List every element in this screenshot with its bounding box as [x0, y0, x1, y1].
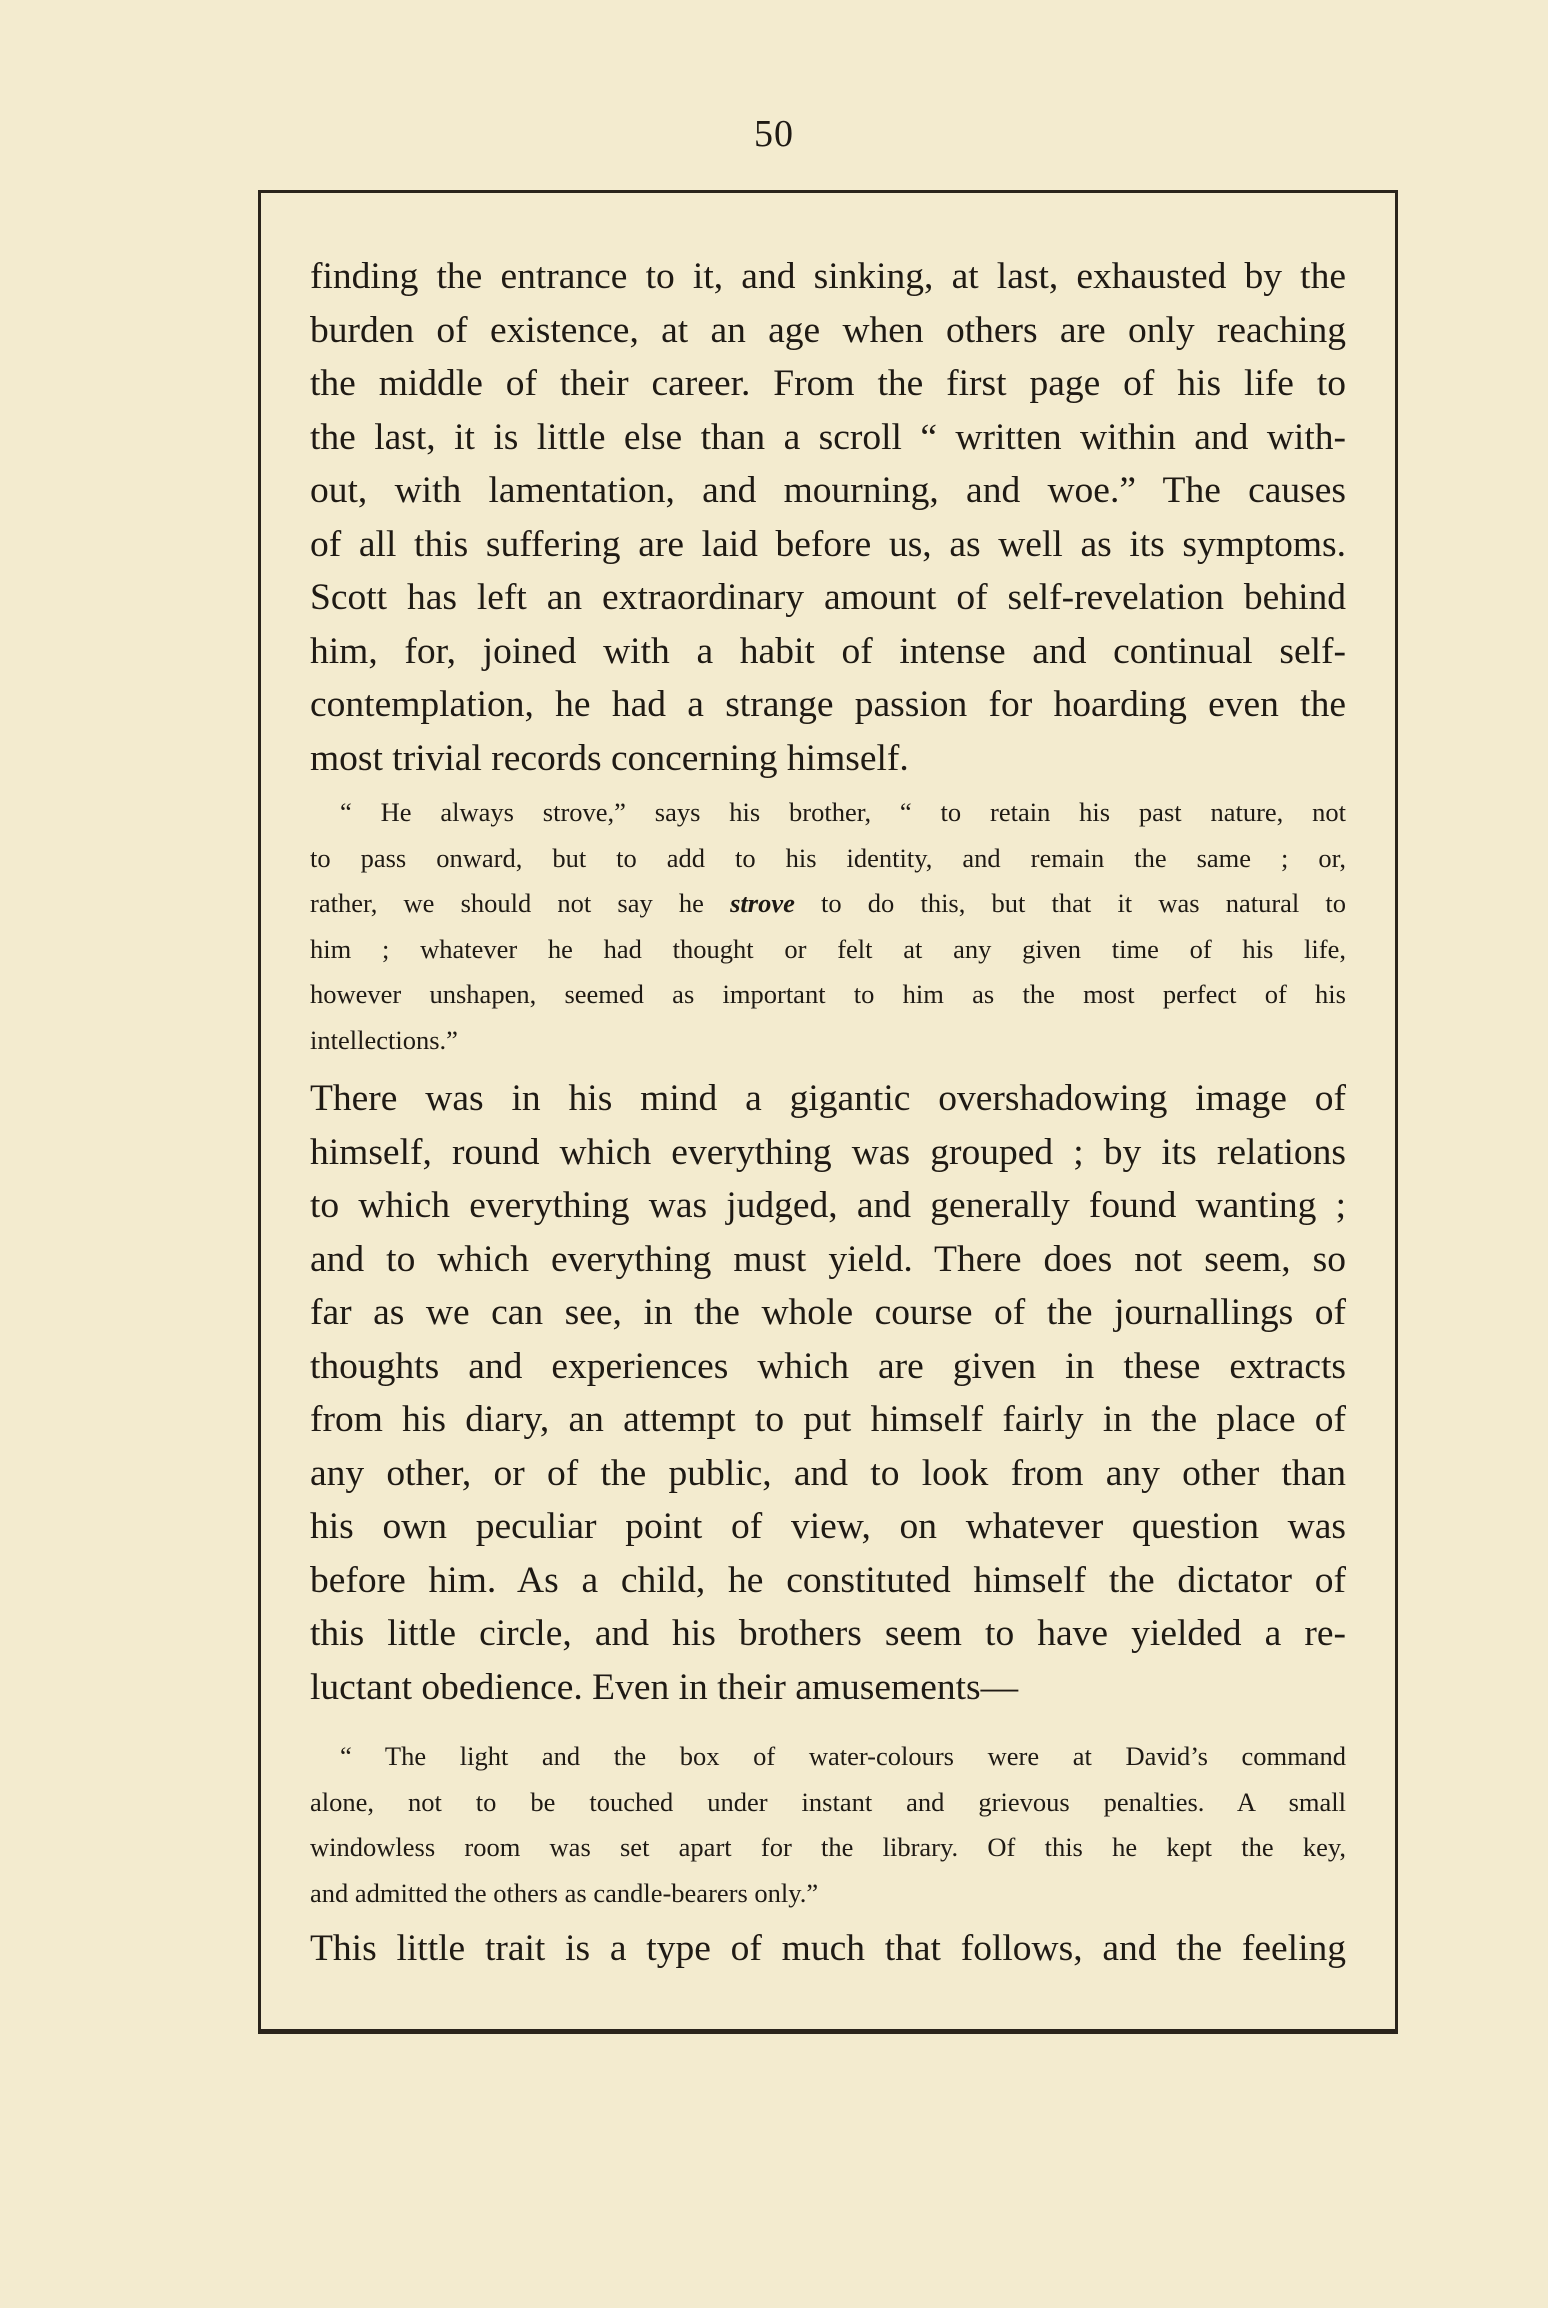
quote-line: alone, not to be touched under instant and grievous penalties. A small — [310, 1786, 1346, 1817]
block-quote-1 — [310, 790, 1346, 1063]
text-line: thoughts and experiences which are given in these extracts — [310, 1345, 1346, 1387]
quote-line: “ The light and the box of water-colours were at David’s command — [340, 1741, 1346, 1771]
text-line: any other, or of the public, and to look from any other than — [310, 1452, 1346, 1494]
text-line: himself, round which everything was grouped ; by its relations — [310, 1131, 1346, 1173]
quote-line: to pass onward, but to add to his identity, and remain the same ; or, — [310, 842, 1346, 873]
quote-text: to do this, but that it was natural to — [821, 888, 1347, 918]
text-line: to which everything was judged, and generally found wanting ; — [310, 1185, 1346, 1226]
quote-line: intellections.” — [310, 1024, 458, 1055]
text-line: this little circle, and his brothers seem to have yielded a re- — [310, 1613, 1346, 1654]
text-line: the middle of their career. From the first page of his life to — [310, 363, 1346, 404]
text-line: out, with lamentation, and mourning, and woe.” The causes — [310, 470, 1346, 511]
paragraph-1 — [310, 250, 1346, 785]
text-line: far as we can see, in the whole course of the journallings of — [310, 1292, 1346, 1333]
page-number: 50 — [754, 113, 794, 155]
block-quote-2 — [310, 1734, 1346, 1916]
quote-line — [310, 881, 1346, 927]
quote-text: rather, we should not say he — [310, 888, 704, 918]
quote-line: and admitted the others as candle-bearers only.” — [310, 1877, 819, 1908]
text-line: luctant obedience. Even in their amusements— — [310, 1666, 1019, 1708]
text-line: and to which everything must yield. There does not seem, so — [310, 1238, 1346, 1280]
text-line: finding the entrance to it, and sinking, at last, exhausted by the — [310, 256, 1346, 297]
paragraph-3 — [310, 1922, 1346, 1976]
text-line: the last, it is little else than a scroll “ written within and with- — [310, 416, 1346, 458]
text-line: There was in his mind a gigantic overshadowing image of — [310, 1078, 1346, 1119]
text-line: burden of existence, at an age when others are only reaching — [310, 309, 1346, 351]
text-line: before him. As a child, he constituted himself the dictator of — [310, 1559, 1346, 1601]
paragraph-2 — [310, 1072, 1346, 1714]
text-line: of all this suffering are laid before us, as well as its symptoms. — [310, 523, 1346, 565]
text-line: his own peculiar point of view, on whatever question was — [310, 1506, 1346, 1547]
text-line: Scott has left an extraordinary amount of self-revelation behind — [310, 577, 1346, 618]
text-line: from his diary, an attempt to put himself fairly in the place of — [310, 1399, 1346, 1440]
quote-line: “ He always strove,” says his brother, “ to retain his past nature, not — [340, 797, 1346, 827]
text-line: him, for, joined with a habit of intense and continual self- — [310, 630, 1346, 672]
text-line: contemplation, he had a strange passion for hoarding even the — [310, 684, 1346, 725]
text-line: This little trait is a type of much that follows, and the feeling — [310, 1928, 1346, 1969]
quote-line: him ; whatever he had thought or felt at any given time of his life, — [310, 933, 1346, 964]
text-line: most trivial records concerning himself. — [310, 737, 909, 779]
quote-line: windowless room was set apart for the library. Of this he kept the key, — [310, 1832, 1346, 1862]
quote-line: however unshapen, seemed as important to him as the most perfect of his — [310, 979, 1346, 1009]
emphasis-word: strove — [730, 888, 795, 918]
